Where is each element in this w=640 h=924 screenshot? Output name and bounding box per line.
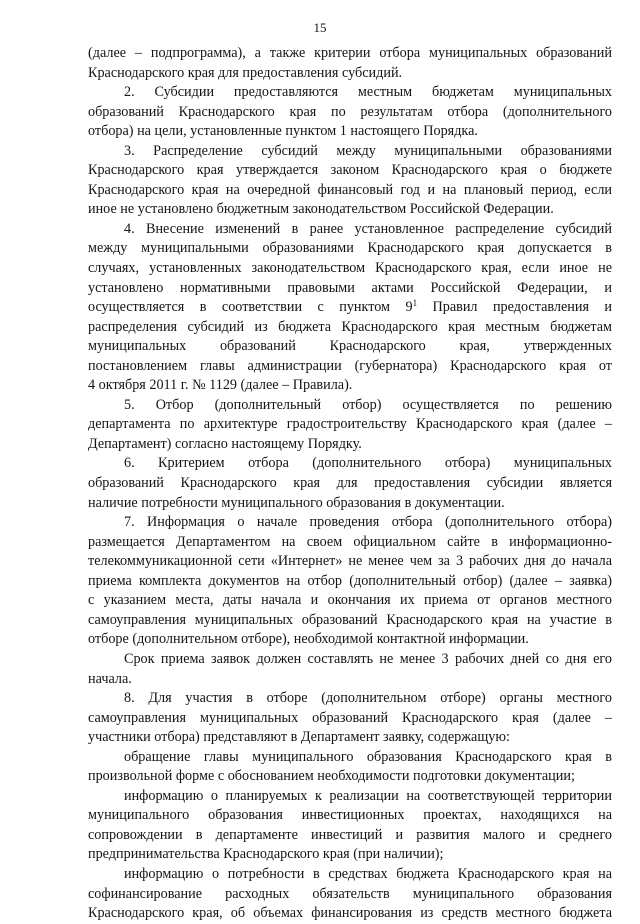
text-line: между муниципальными образованиями Краснодарского края допускается в [88,240,612,257]
text-line: иное не установлено бюджетным законодательством Российской Федерации. [88,201,554,218]
text-line: участники отбора) представляют в Департамент заявку, содержащую: [88,729,510,746]
text-line: Краснодарского края, об объемах финансирования из средств местного бюджета [88,905,612,922]
text-line: установлено нормативными правовыми актами Российской Федерации, и [88,279,612,296]
text-line: муниципальных образований Краснодарского края, утвержденных [88,338,612,355]
text-line: 2. Субсидии предоставляются местным бюджетам муниципальных [124,84,612,101]
paragraph [88,454,612,513]
text-line: департамента по архитектуре градостроительству Краснодарского края (далее – [88,416,612,433]
text-line: Краснодарского края для предоставления субсидий. [88,64,403,81]
text-line: информацию о планируемых к реализации на соответствующей территории [124,787,612,804]
paragraph [88,396,612,455]
paragraph [88,44,612,83]
text-line: произвольной форме с обоснованием необходимости подготовки документации; [88,768,575,785]
text-line: 7. Информация о начале проведения отбора (дополнительного отбора) [124,514,612,531]
page-number: 15 [313,20,327,35]
text-line: случаях, установленных законодательством Краснодарского края, если иное не [88,260,612,277]
text-line: (далее – подпрограмма), а также критерии отбора муниципальных образований [88,45,612,61]
text-line: приема комплекта документов на отбор (дополнительный отбор) (далее – заявка) [88,572,612,589]
text-line: осуществляется в соответствии с пунктом $9^1$ Правил предоставления и [88,298,612,316]
text-line: распределения субсидий из бюджета Краснодарского края местным бюджетам [88,318,612,335]
text-line: сопровождении в департаменте инвестиций и развития малого и среднего [88,826,612,843]
text-line: с указанием места, даты начала и окончания их приема от органов местного [88,592,612,609]
text-line: муниципального образования инвестиционных проектах, находящихся на [88,807,612,824]
text-line: постановлением главы администрации (губернатора) Краснодарского края от [88,357,612,374]
paragraph [88,220,612,396]
text-line: телекоммуникационной сети «Интернет» не менее чем за 3 рабочих дня до начала [88,553,612,570]
text-line: информацию о потребности в средствах бюджета Краснодарского края на [124,865,612,882]
text-line: 8. Для участия в отборе (дополнительном отборе) органы местного [124,690,612,707]
paragraph [88,513,612,650]
text-line: 4. Внесение изменений в ранее установленное распределение субсидий [124,220,612,237]
text-line: 6. Критерием отбора (дополнительного отбора) муниципальных [124,455,612,472]
text-line: размещается Департаментом на своем официальном сайте в информационно- [88,533,612,550]
paragraph [88,83,612,142]
text-line: отбора) на цели, установленные пунктом 1 настоящего Порядка. [88,123,478,140]
text-line: наличие потребности муниципального образования в документации. [88,494,505,511]
text-line: Департамент) согласно настоящему Порядку. [88,435,362,452]
text-line: самоуправления муниципальных образований Краснодарского края (далее – [88,709,612,726]
paragraph [88,787,612,865]
document-body [88,44,612,924]
paragraph [88,689,612,748]
text-line: 3. Распределение субсидий между муниципальными образованиями [124,142,612,159]
text-line: образований Краснодарского края для предоставления субсидии является [88,475,612,492]
text-line: Срок приема заявок должен составлять не менее 3 рабочих дней со дня его [124,650,612,667]
text-line: обращение главы муниципального образования Краснодарского края в [124,748,612,765]
text-line: образований Краснодарского края по результатам отбора (дополнительного [88,103,612,120]
text-line: 5. Отбор (дополнительный отбор) осуществляется по решению [124,396,612,413]
text-line: предпринимательства Краснодарского края (при наличии); [88,846,444,863]
text-line: Краснодарского края утверждается законом Краснодарского края о бюджете [88,162,612,179]
paragraph [88,865,612,924]
paragraph [88,748,612,787]
text-line: Краснодарского края на очередной финансовый год и на плановый период, если [88,181,612,198]
paragraph [88,650,612,689]
paragraph [88,142,612,220]
text-line: отборе (дополнительном отборе), необходимой контактной информации. [88,631,529,648]
text-line: самоуправления муниципальных образований Краснодарского края на участие в [88,611,612,628]
text-line: софинансирование расходных обязательств муниципального образования [88,885,612,902]
text-line: 4 октября 2011 г. № 1129 (далее – Правила). [88,377,353,394]
text-line: начала. [88,670,132,687]
